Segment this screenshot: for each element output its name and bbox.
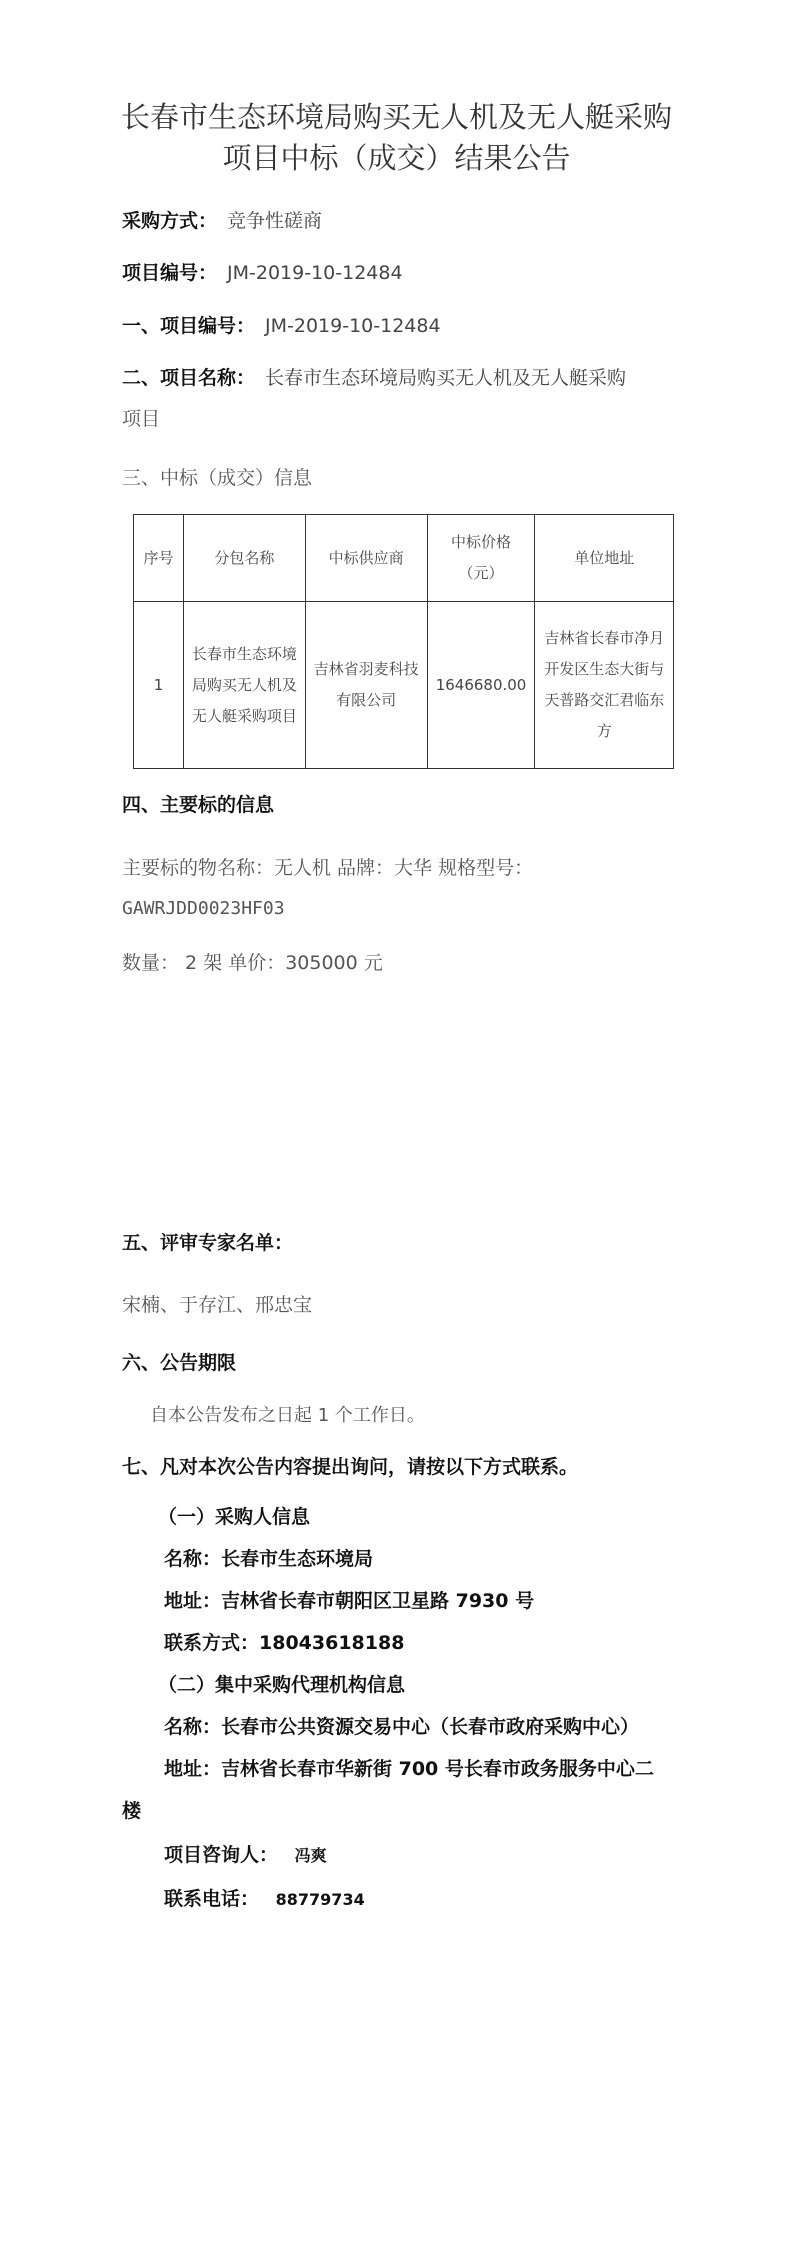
section-2-value: 长春市生态环境局购买无人机及无人艇采购 (265, 367, 627, 389)
agency-name: 名称：长春市公共资源交易中心（长春市政府采购中心） (164, 1716, 640, 1738)
section-6-heading: 六、公告期限 (122, 1352, 237, 1374)
table-cell: 1646680.00 (427, 602, 535, 769)
project-number (122, 258, 403, 285)
number-label: 项目编号： (122, 262, 218, 284)
table-header: 序号 (134, 515, 184, 602)
section-1-value: JM-2019-10-12484 (265, 315, 441, 337)
page-title-line1: 长春市生态环境局购买无人机及无人艇采购 (120, 100, 672, 134)
method-value: 竞争性磋商 (227, 210, 323, 232)
section-5-heading: 五、评审专家名单： (122, 1232, 294, 1254)
table-header: 中标供应商 (305, 515, 427, 602)
table-header: 分包名称 (183, 515, 305, 602)
model-number: GAWRJDD0023HF03 (122, 898, 285, 919)
section-1 (122, 311, 441, 338)
method-label: 采购方式： (122, 210, 218, 232)
buyer-heading: （一）采购人信息 (158, 1506, 311, 1528)
phone (164, 1884, 365, 1911)
table-cell: 吉林省羽麦科技有限公司 (305, 602, 427, 769)
quantity-price: 数量： 2 架 单价：305000 元 (122, 952, 383, 974)
section-2-value-cont: 项目 (122, 408, 161, 430)
buyer-contact: 联系方式：18043618188 (164, 1632, 405, 1654)
table-header: 中标价格（元） (427, 515, 535, 602)
section-4-heading: 四、主要标的信息 (122, 794, 275, 816)
section-3-heading: 三、中标（成交）信息 (122, 467, 313, 489)
buyer-address: 地址：吉林省长春市朝阳区卫星路 7930 号 (164, 1590, 535, 1612)
phone-label: 联系电话： (164, 1888, 260, 1910)
procurement-method (122, 206, 322, 233)
page-title-line2: 项目中标（成交）结果公告 (222, 141, 571, 175)
phone-value: 88779734 (275, 1890, 365, 1909)
buyer-name: 名称：长春市生态环境局 (164, 1548, 374, 1570)
table-cell: 吉林省长春市净月开发区生态大街与天普路交汇君临东方 (535, 602, 674, 769)
consultant-value: 冯爽 (294, 1846, 327, 1865)
agency-address-cont: 楼 (122, 1800, 142, 1822)
table-cell: 1 (134, 602, 184, 769)
table-row (134, 602, 674, 769)
expert-list: 宋楠、于存江、邢忠宝 (122, 1294, 313, 1316)
table-header: 单位地址 (535, 515, 674, 602)
number-value: JM-2019-10-12484 (227, 262, 403, 284)
agency-heading: （二）集中采购代理机构信息 (158, 1674, 406, 1696)
section-1-label: 一、项目编号： (122, 315, 256, 337)
consultant (164, 1840, 327, 1867)
table-header-row (134, 515, 674, 602)
notice-period: 自本公告发布之日起 1 个工作日。 (150, 1405, 425, 1426)
section-2-label: 二、项目名称： (122, 367, 256, 389)
subject-line: 主要标的物名称：无人机 品牌：大华 规格型号： (122, 857, 534, 879)
section-7-heading: 七、凡对本次公告内容提出询问，请按以下方式联系。 (122, 1456, 579, 1478)
consultant-label: 项目咨询人： (164, 1844, 279, 1866)
section-2 (122, 363, 626, 390)
table-cell: 长春市生态环境局购买无人机及无人艇采购项目 (183, 602, 305, 769)
award-table (133, 514, 674, 769)
agency-address: 地址：吉林省长春市华新街 700 号长春市政务服务中心二 (164, 1758, 654, 1780)
